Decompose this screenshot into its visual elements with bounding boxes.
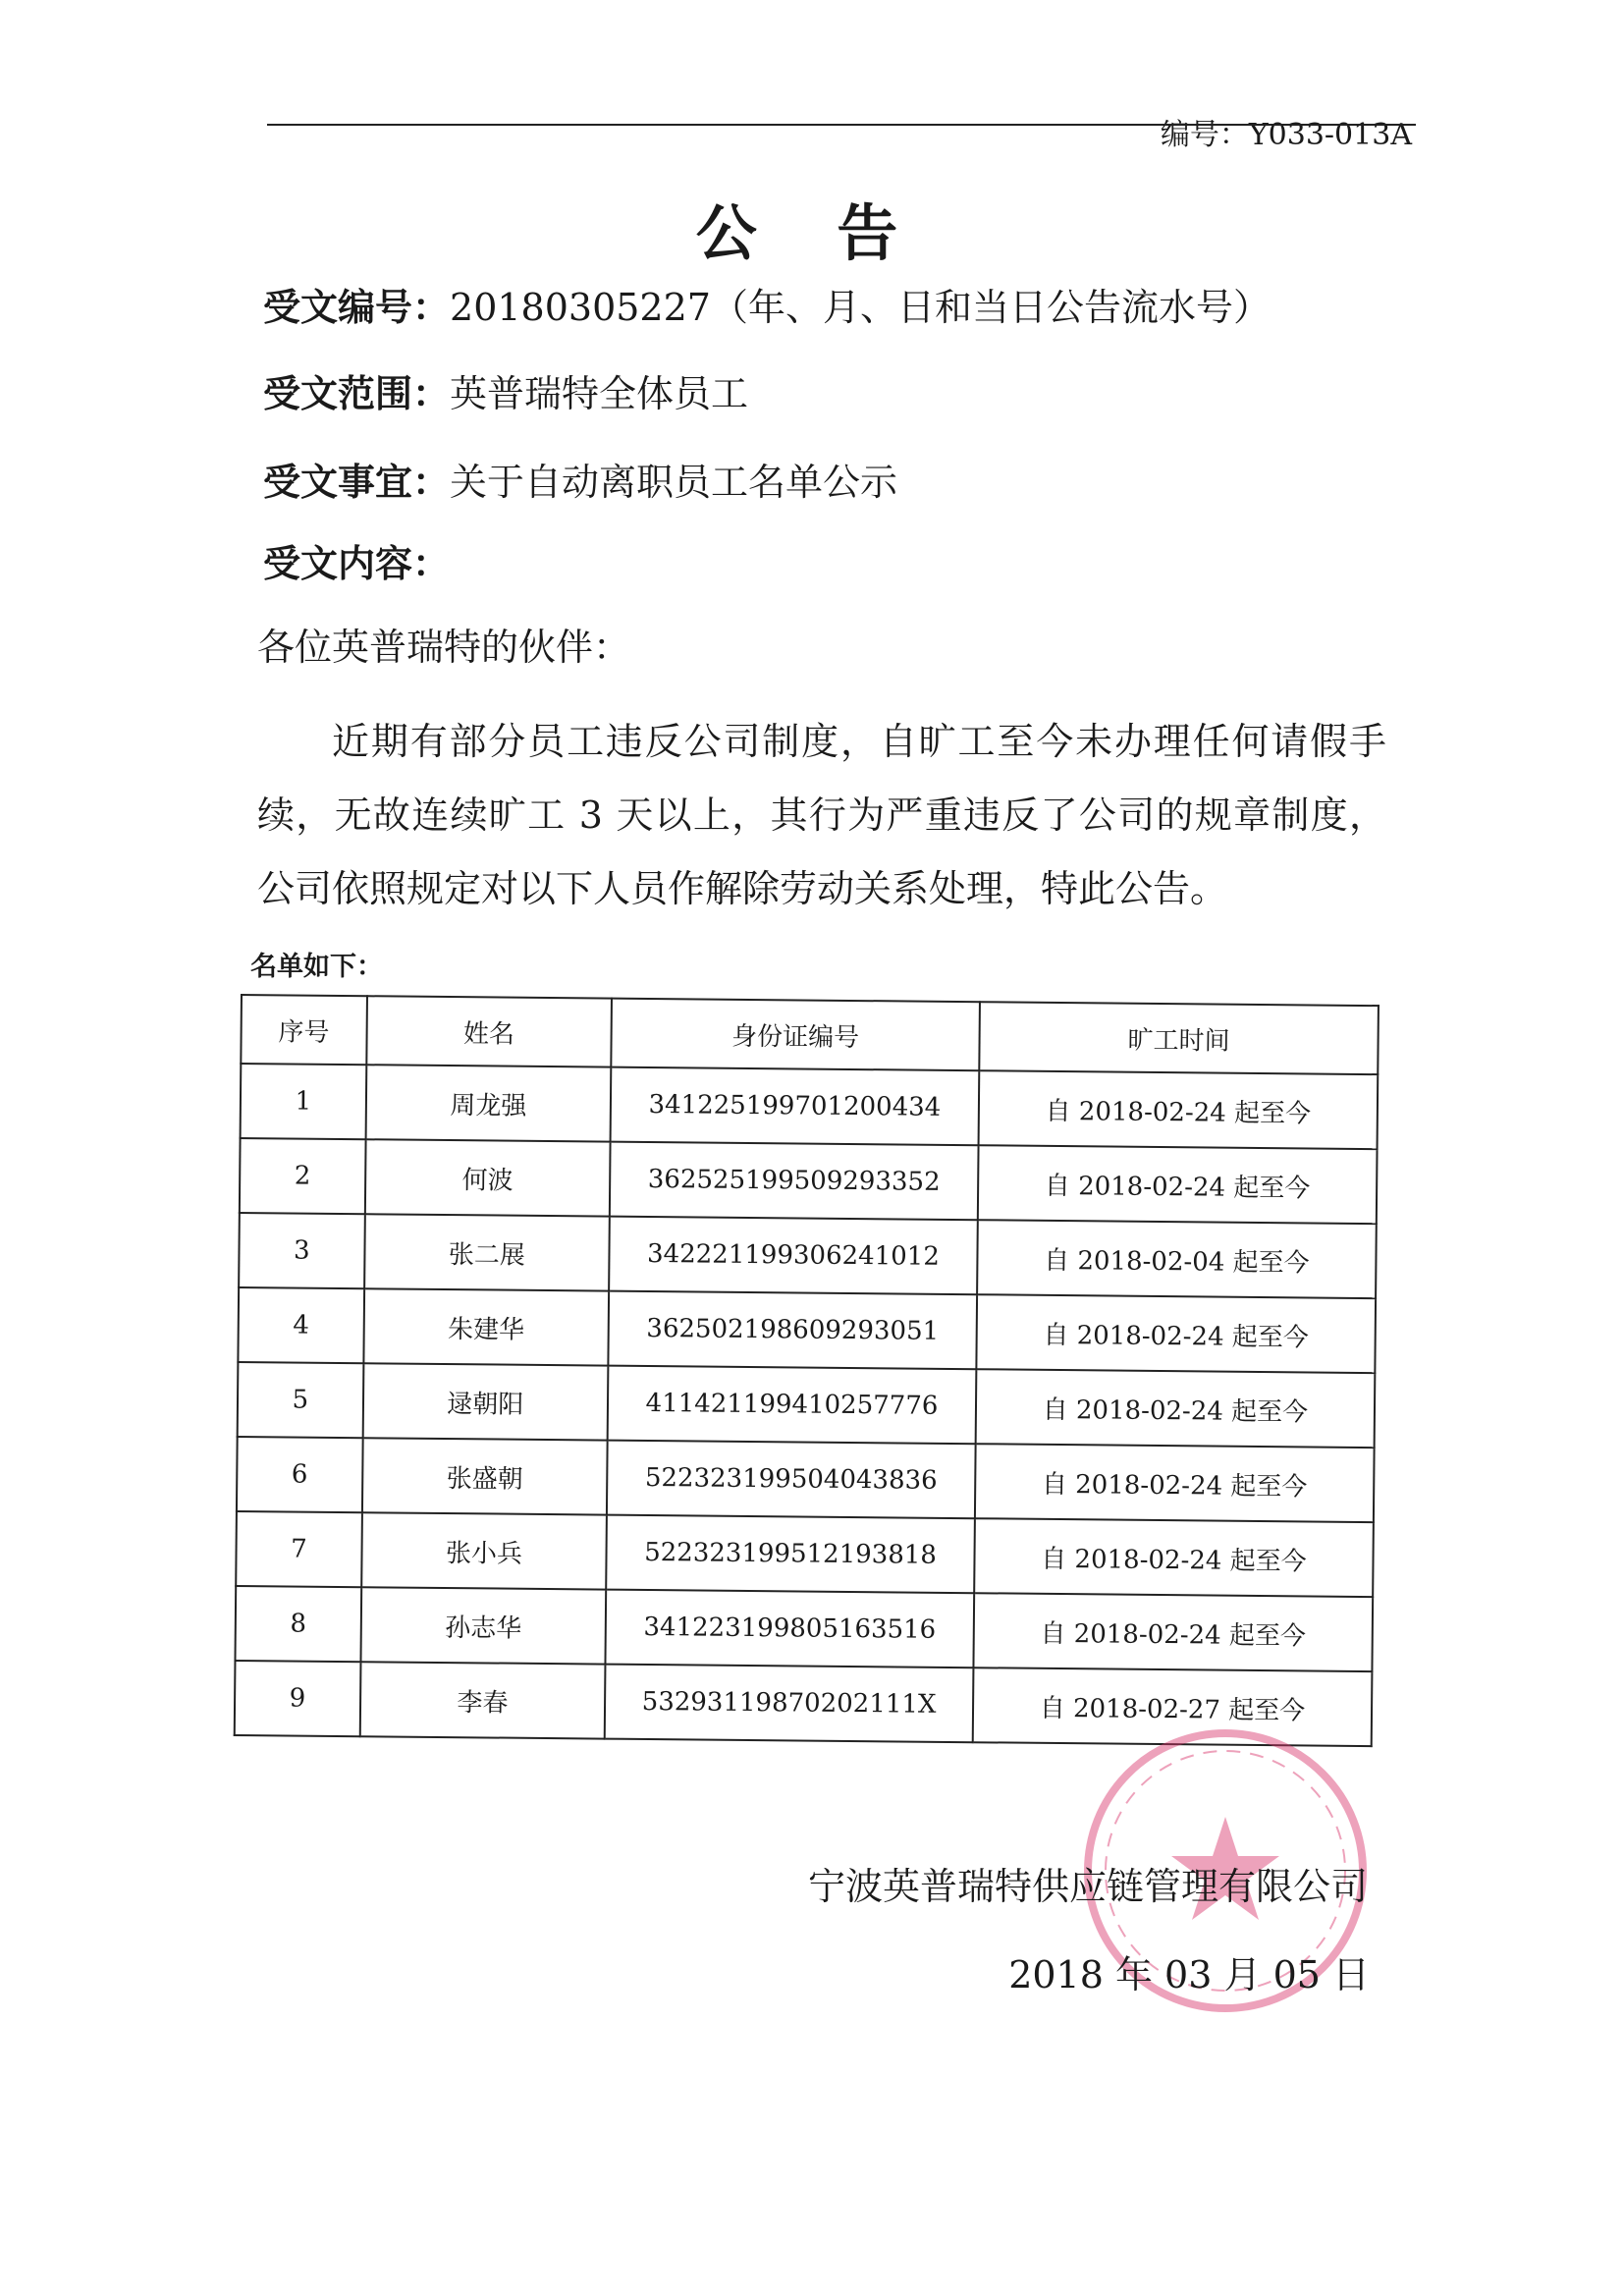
- cell-index: 8: [235, 1586, 360, 1662]
- table-row: [241, 1064, 1379, 1149]
- cell-absence-time: 自 2018-02-24 起至今: [976, 1294, 1376, 1373]
- cell-name: 李春: [359, 1662, 605, 1738]
- body-paragraph: 近期有部分员工违反公司制度，自旷工至今未办理任何请假手续，无故连续旷工 3 天以上，其行为严重违反了公司的规章制度，公司依照规定对以下人员作解除劳动关系处理，特此公告。: [257, 720, 1386, 910]
- field-label: 受文编号：: [263, 286, 451, 329]
- field-scope: [263, 363, 748, 417]
- field-value: 英普瑞特全体员工: [450, 372, 749, 415]
- cell-absence-time: 自 2018-02-27 起至今: [973, 1667, 1373, 1746]
- cell-name: 张二展: [364, 1214, 610, 1290]
- cell-name: 何波: [365, 1139, 611, 1216]
- table-row: [238, 1287, 1376, 1373]
- greeting: 各位英普瑞特的伙伴：: [257, 626, 631, 669]
- table-row: [239, 1213, 1377, 1298]
- cell-id-number: 53293119870202111X: [605, 1665, 974, 1743]
- cell-id-number: 341225199701200434: [611, 1067, 980, 1146]
- field-value: 20180305227（年、月、日和当日公告流水号）: [450, 286, 1271, 329]
- table-row: [240, 1138, 1378, 1224]
- cell-id-number: 522323199512193818: [606, 1515, 975, 1594]
- cell-absence-time: 自 2018-02-24 起至今: [975, 1444, 1375, 1522]
- field-subject: [263, 452, 897, 506]
- cell-id-number: 411421199410257776: [608, 1366, 977, 1445]
- table-header-row: [241, 995, 1379, 1074]
- page-title: 公 告: [695, 197, 928, 269]
- signature-date: 2018 年 03 月 05 日: [1008, 1953, 1370, 1996]
- cell-index: 1: [241, 1064, 366, 1139]
- company-name: 宁波英普瑞特供应链管理有限公司: [807, 1865, 1368, 1908]
- cell-index: 7: [236, 1511, 361, 1587]
- header-name: 姓名: [366, 996, 612, 1066]
- field-label: 受文内容：: [263, 542, 451, 585]
- field-doc-number: [263, 277, 1271, 331]
- header-index: 序号: [241, 995, 366, 1065]
- cell-id-number: 362525199509293352: [610, 1142, 979, 1221]
- cell-name: 张小兵: [361, 1512, 607, 1589]
- cell-name: 张盛朝: [362, 1438, 608, 1514]
- field-value: 关于自动离职员工名单公示: [450, 461, 898, 504]
- header-id-number: 身份证编号: [611, 999, 979, 1071]
- cell-name: 逯朝阳: [362, 1363, 608, 1440]
- cell-absence-time: 自 2018-02-24 起至今: [978, 1070, 1378, 1149]
- cell-index: 9: [235, 1661, 360, 1736]
- cell-id-number: 342221199306241012: [609, 1217, 978, 1295]
- cell-index: 2: [240, 1138, 365, 1214]
- header-absence-time: 旷工时间: [979, 1002, 1379, 1074]
- cell-absence-time: 自 2018-02-24 起至今: [973, 1593, 1373, 1671]
- field-label: 受文范围：: [263, 372, 451, 415]
- cell-id-number: 522323199504043836: [607, 1441, 976, 1519]
- cell-id-number: 362502198609293051: [608, 1291, 977, 1370]
- cell-absence-time: 自 2018-02-24 起至今: [978, 1145, 1378, 1224]
- table-row: [237, 1437, 1375, 1522]
- table-row: [236, 1511, 1374, 1597]
- table-row: [235, 1586, 1373, 1671]
- field-label: 受文事宜：: [263, 461, 451, 504]
- field-content: [263, 533, 450, 587]
- list-label: 名单如下：: [250, 952, 383, 982]
- cell-name: 周龙强: [365, 1065, 611, 1141]
- cell-absence-time: 自 2018-02-04 起至今: [977, 1220, 1377, 1298]
- employee-table: [234, 994, 1380, 1747]
- cell-name: 孙志华: [360, 1587, 606, 1664]
- cell-index: 5: [238, 1362, 363, 1438]
- cell-name: 朱建华: [363, 1288, 609, 1365]
- document-number: 编号：Y033-013A: [1160, 118, 1412, 152]
- table-row: [238, 1362, 1376, 1448]
- cell-index: 6: [237, 1437, 362, 1512]
- cell-id-number: 341223199805163516: [606, 1590, 975, 1668]
- header-rule: [267, 124, 1416, 126]
- cell-index: 3: [239, 1213, 364, 1288]
- cell-absence-time: 自 2018-02-24 起至今: [974, 1518, 1374, 1597]
- cell-absence-time: 自 2018-02-24 起至今: [976, 1369, 1376, 1448]
- cell-index: 4: [238, 1287, 363, 1363]
